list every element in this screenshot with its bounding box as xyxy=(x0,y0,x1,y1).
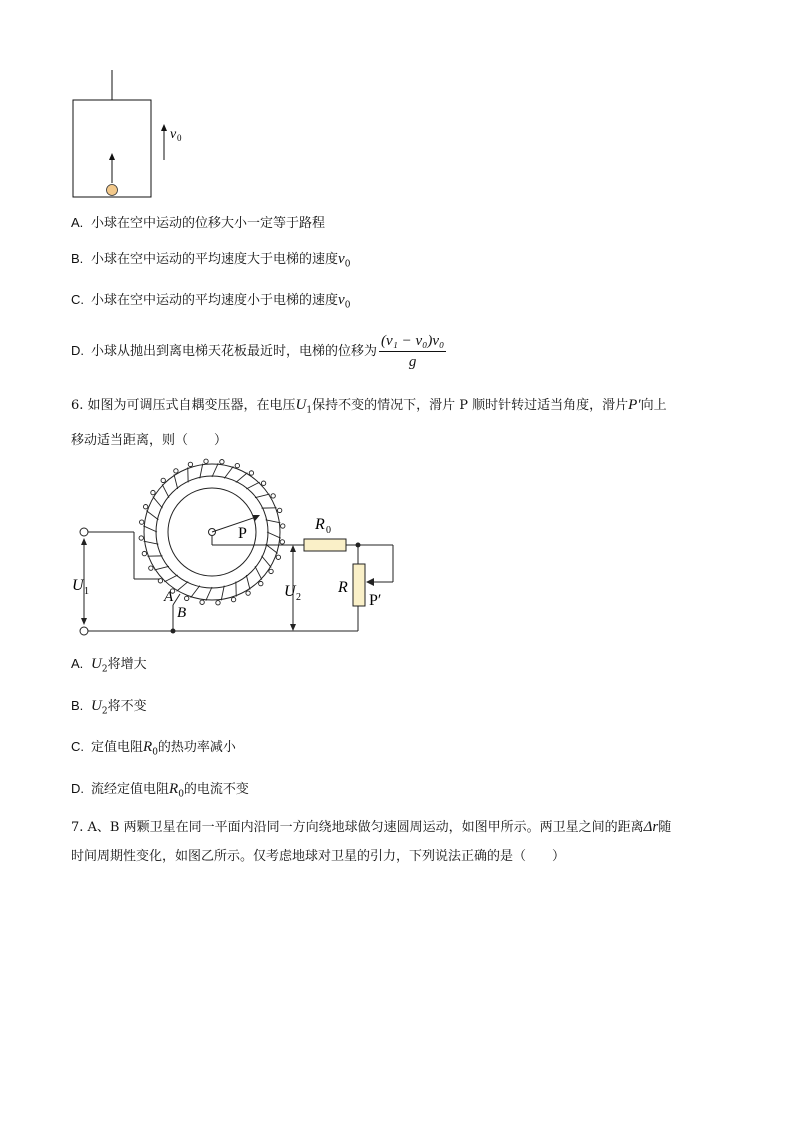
winding-loop xyxy=(149,566,153,570)
winding-loop xyxy=(231,597,235,601)
svg-text:1: 1 xyxy=(84,586,89,597)
svg-text:2: 2 xyxy=(296,592,301,603)
q7-stem-line1: 7. A、B 两颗卫星在同一平面内沿同一方向绕地球做匀速圆周运动，如图甲所示。两卫星之间的距离Δr随 xyxy=(71,819,672,835)
svg-text:0: 0 xyxy=(326,525,331,536)
q6-option-a[interactable]: A. $U_2$将增大 xyxy=(71,656,147,675)
winding-loop xyxy=(142,551,146,555)
winding-loop xyxy=(280,540,284,544)
winding-loop xyxy=(259,581,263,585)
q5-option-a[interactable]: A. 小球在空中运动的位移大小一定等于路程 xyxy=(71,215,326,231)
winding-loop xyxy=(220,459,224,463)
winding-loop xyxy=(269,569,273,573)
q7-stem-line2: 时间周期性变化，如图乙所示。仅考虑地球对卫星的引力，下列说法正确的是（ ） xyxy=(71,849,566,864)
winding-loop xyxy=(161,478,165,482)
q6-option-d[interactable]: D. 流经定值电阻$R_0$的电流不变 xyxy=(71,781,249,800)
winding-loop xyxy=(281,524,285,528)
q5-option-c[interactable]: C. 小球在空中运动的平均速度小于电梯的速度$v_0$ xyxy=(71,292,351,311)
elevator-figure xyxy=(60,65,200,205)
slider-p-label: P xyxy=(238,525,247,542)
velocity-label: v xyxy=(170,127,177,142)
q5-option-d[interactable]: D. 小球从抛出到离电梯天花板最近时，电梯的位移为 $\frac{\text{(v₁ − v₀)v₀}}{g}$ xyxy=(71,333,445,370)
winding-loop xyxy=(277,508,281,512)
winding-loop xyxy=(151,490,155,494)
u2-label: U xyxy=(284,583,296,600)
winding-loop xyxy=(246,591,250,595)
terminal-a-label: A xyxy=(164,589,174,605)
winding-loop xyxy=(200,600,204,604)
winding-loop xyxy=(271,494,275,498)
autotransformer-circuit xyxy=(60,458,420,648)
r0-label: R xyxy=(315,516,325,533)
winding-loop xyxy=(184,596,188,600)
displacement-fraction: $\frac{\text{(v₁ − v₀)v₀}}{g}$ xyxy=(381,333,445,370)
winding-loop xyxy=(143,504,147,508)
slider-pprime-label: P′ xyxy=(369,592,382,609)
winding-loop xyxy=(139,536,143,540)
terminal-b-label: B xyxy=(177,605,187,621)
winding-loop xyxy=(216,601,220,605)
velocity-sub: 0 xyxy=(177,133,182,143)
winding-loop xyxy=(174,469,178,473)
r-label: R xyxy=(338,579,348,596)
q6-option-b[interactable]: B. $U_2$将不变 xyxy=(71,698,147,717)
winding-loop xyxy=(139,520,143,524)
winding-loop xyxy=(261,481,265,485)
winding-loop xyxy=(276,555,280,559)
u1-label: U xyxy=(72,577,84,594)
winding-loop xyxy=(204,459,208,463)
q5-option-b[interactable]: B. 小球在空中运动的平均速度大于电梯的速度$v_0$ xyxy=(71,251,351,270)
q6-option-c[interactable]: C. 定值电阻$R_0$的热功率减小 xyxy=(71,739,236,758)
q6-stem-line1: 6. 如图为可调压式自耦变压器，在电压$U_1$保持不变的情况下，滑片 P 顺时针转过适当角度，滑片P′向上 xyxy=(71,397,667,416)
q6-stem-line2: 移动适当距离，则（ ） xyxy=(71,433,228,448)
winding-loop xyxy=(235,463,239,467)
winding-loop xyxy=(249,471,253,475)
winding-loop xyxy=(188,462,192,466)
